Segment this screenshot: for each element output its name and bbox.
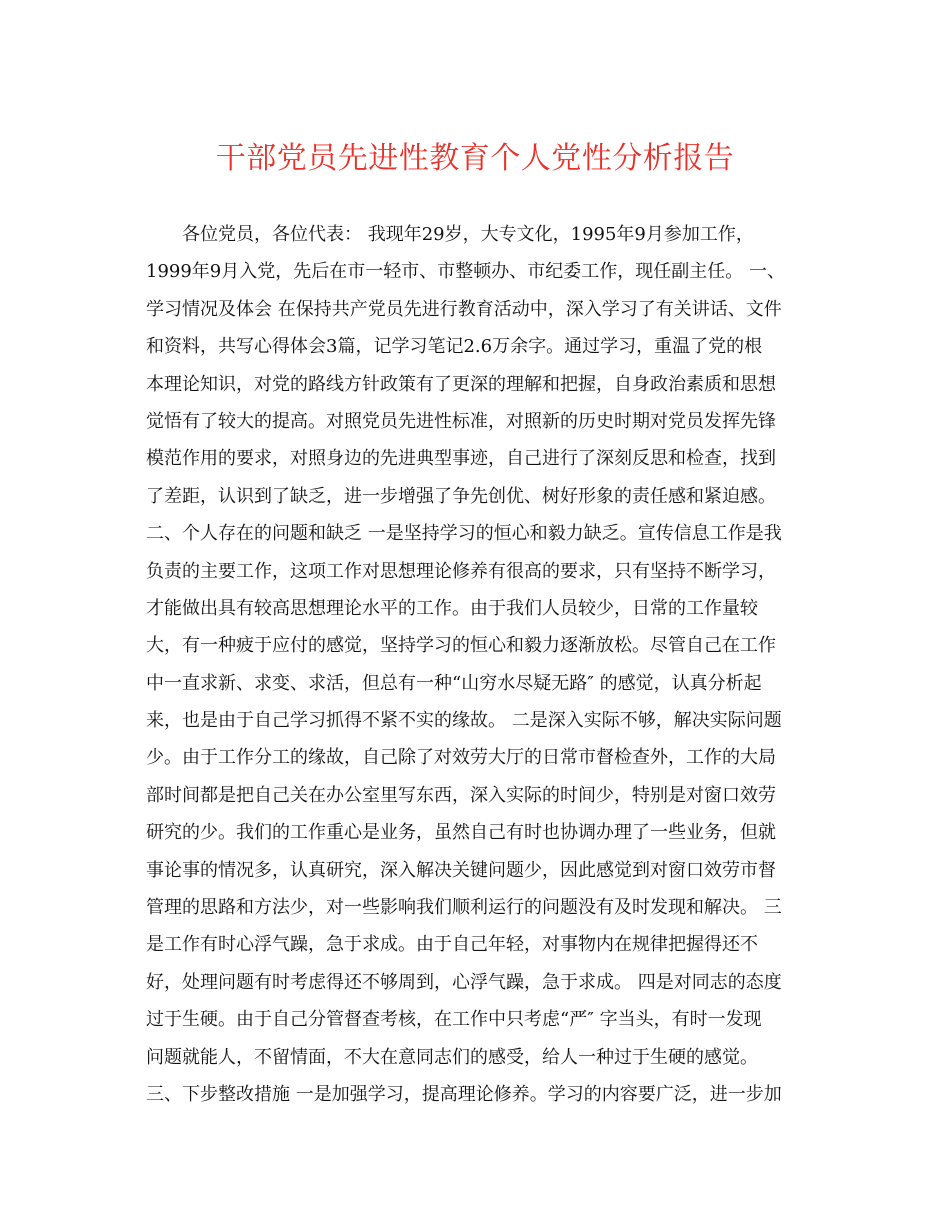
body-line: 好，处理问题有时考虑得还不够周到，心浮气躁，急于求成。 四是对同志的态度 xyxy=(146,971,782,993)
body-line: 研究的少。我们的工作重心是业务，虽然自己有时也协调办理了一些业务，但就 xyxy=(146,822,776,844)
body-line: 大，有一种疲于应付的感觉，坚持学习的恒心和毅力逐渐放松。尽管自己在工作 xyxy=(146,635,776,657)
body-line: 1999年9月入党，先后在市一轻市、市整顿办、市纪委工作，现任副主任。 一、 xyxy=(146,261,785,283)
body-line: 部时间都是把自己关在办公室里写东西，深入实际的时间少，特别是对窗口效劳 xyxy=(146,784,776,806)
document-title: 干部党员先进性教育个人党性分析报告 xyxy=(215,141,735,176)
body-line: 二、个人存在的问题和缺乏 一是坚持学习的恒心和毅力缺乏。宣传信息工作是我 xyxy=(146,523,782,545)
body-line: 和资料，共写心得体会3篇，记学习笔记2.6万余字。通过学习，重温了党的根 xyxy=(146,336,763,358)
body-line: 本理论知识，对党的路线方针政策有了更深的理解和把握，自身政治素质和思想 xyxy=(146,373,776,395)
document-body xyxy=(146,216,816,1113)
body-line: 了差距，认识到了缺乏，进一步增强了争先创优、树好形象的责任感和紧迫感。 xyxy=(146,485,776,507)
body-line: 来，也是由于自己学习抓得不紧不实的缘故。 二是深入实际不够，解决实际问题 xyxy=(146,710,782,732)
body-line: 是工作有时心浮气躁，急于求成。由于自己年轻，对事物内在规律把握得还不 xyxy=(146,934,758,956)
body-line: 才能做出具有较高思想理论水平的工作。由于我们人员较少，日常的工作量较 xyxy=(146,597,758,619)
body-line: 事论事的情况多，认真研究，深入解决关键问题少，因此感觉到对窗口效劳市督 xyxy=(146,859,776,881)
body-line: 各位党员，各位代表： 我现年29岁，大专文化，1995年9月参加工作， xyxy=(182,224,754,245)
body-line: 负责的主要工作，这项工作对思想理论修养有很高的要求，只有坚持不断学习， xyxy=(146,560,776,582)
body-line: 模范作用的要求，对照身边的先进典型事迹，自己进行了深刻反思和检查，找到 xyxy=(146,448,776,470)
body-line: 过于生硬。由于自己分管督查考核，在工作中只考虑“严″ 字当头，有时一发现 xyxy=(146,1009,762,1031)
body-line: 管理的思路和方法少，对一些影响我们顺利运行的问题没有及时发现和解决。 三 xyxy=(146,897,782,919)
body-line: 中一直求新、求变、求活，但总有一种“山穷水尽疑无路″ 的感觉，认真分析起 xyxy=(146,672,762,694)
body-line: 三、下步整改措施 一是加强学习，提高理论修养。学习的内容要广泛，进一步加 xyxy=(146,1083,782,1105)
body-line: 少。由于工作分工的缘故，自己除了对效劳大厅的日常市督检查外，工作的大局 xyxy=(146,747,776,769)
body-line: 问题就能人，不留情面，不大在意同志们的感受，给人一种过于生硬的感觉。 xyxy=(146,1046,758,1068)
body-line: 学习情况及体会 在保持共产党员先进行教育活动中，深入学习了有关讲话、文件 xyxy=(146,298,782,320)
body-line: 觉悟有了较大的提高。对照党员先进性标准，对照新的历史时期对党员发挥先锋 xyxy=(146,410,776,432)
